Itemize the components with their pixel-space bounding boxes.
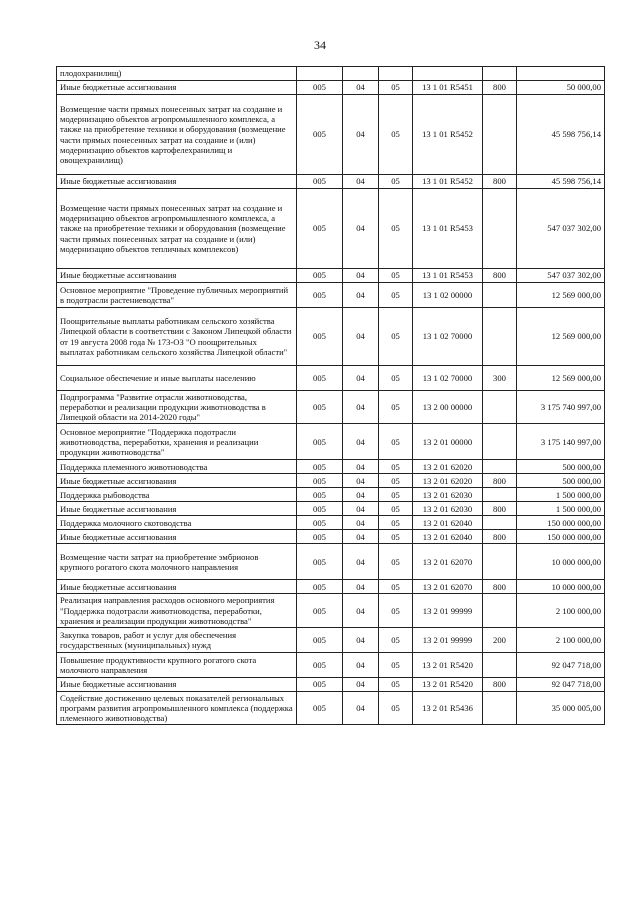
cell-ministry-code: 005 [297, 488, 343, 502]
cell-name: Иные бюджетные ассигнования [57, 474, 297, 488]
table-row [57, 95, 605, 175]
cell-subsection: 05 [379, 95, 413, 175]
cell-ministry-code [297, 67, 343, 81]
cell-target-article: 13 2 01 62030 [413, 488, 483, 502]
cell-amount: 547 037 302,00 [517, 189, 605, 269]
cell-name: Возмещение части затрат на приобретение эмбрионов крупного рогатого скота молочного направления [57, 544, 297, 580]
cell-amount: 1 500 000,00 [517, 502, 605, 516]
cell-amount: 2 100 000,00 [517, 627, 605, 652]
cell-ministry-code: 005 [297, 81, 343, 95]
cell-target-article: 13 2 01 00000 [413, 424, 483, 460]
budget-table [56, 66, 605, 725]
cell-amount: 500 000,00 [517, 460, 605, 474]
cell-expense-type [483, 283, 517, 308]
table-row [57, 544, 605, 580]
cell-expense-type [483, 488, 517, 502]
cell-subsection: 05 [379, 677, 413, 691]
cell-section: 04 [343, 474, 379, 488]
table-row [57, 391, 605, 424]
cell-name: Иные бюджетные ассигнования [57, 502, 297, 516]
cell-target-article: 13 2 01 R5420 [413, 677, 483, 691]
table-row [57, 691, 605, 724]
cell-ministry-code: 005 [297, 516, 343, 530]
cell-expense-type [483, 516, 517, 530]
cell-name: Иные бюджетные ассигнования [57, 269, 297, 283]
cell-section: 04 [343, 189, 379, 269]
cell-target-article: 13 2 01 62040 [413, 516, 483, 530]
cell-amount: 10 000 000,00 [517, 580, 605, 594]
cell-subsection: 05 [379, 424, 413, 460]
cell-section: 04 [343, 95, 379, 175]
cell-expense-type [483, 544, 517, 580]
table-row [57, 189, 605, 269]
table-row [57, 474, 605, 488]
cell-section: 04 [343, 488, 379, 502]
cell-subsection: 05 [379, 175, 413, 189]
cell-amount: 10 000 000,00 [517, 544, 605, 580]
cell-name: плодохранилищ) [57, 67, 297, 81]
table-row [57, 366, 605, 391]
cell-name: Поддержка племенного животноводства [57, 460, 297, 474]
cell-name: Иные бюджетные ассигнования [57, 81, 297, 95]
cell-ministry-code: 005 [297, 391, 343, 424]
cell-subsection: 05 [379, 283, 413, 308]
cell-subsection: 05 [379, 580, 413, 594]
cell-amount: 2 100 000,00 [517, 594, 605, 627]
cell-ministry-code: 005 [297, 95, 343, 175]
cell-name: Реализация направления расходов основного мероприятия "Поддержка подотрасли животноводства, переработки, хранения и реализации продукции животноводства" [57, 594, 297, 627]
table-row [57, 81, 605, 95]
cell-ministry-code: 005 [297, 460, 343, 474]
cell-expense-type [483, 308, 517, 366]
cell-amount: 92 047 718,00 [517, 652, 605, 677]
cell-expense-type [483, 691, 517, 724]
cell-section: 04 [343, 269, 379, 283]
cell-target-article: 13 1 02 70000 [413, 366, 483, 391]
cell-ministry-code: 005 [297, 594, 343, 627]
cell-ministry-code: 005 [297, 691, 343, 724]
cell-name: Содействие достижению целевых показателей региональных программ развития агропромышленного комплекса (поддержка племенного животноводства) [57, 691, 297, 724]
cell-expense-type: 200 [483, 627, 517, 652]
cell-ministry-code: 005 [297, 189, 343, 269]
cell-subsection: 05 [379, 488, 413, 502]
cell-target-article: 13 2 01 62040 [413, 530, 483, 544]
budget-table-body [57, 67, 605, 725]
table-row [57, 530, 605, 544]
cell-subsection: 05 [379, 627, 413, 652]
cell-subsection: 05 [379, 460, 413, 474]
cell-expense-type [483, 189, 517, 269]
cell-target-article: 13 2 01 62070 [413, 580, 483, 594]
cell-expense-type: 800 [483, 474, 517, 488]
cell-target-article: 13 1 01 R5453 [413, 189, 483, 269]
cell-ministry-code: 005 [297, 269, 343, 283]
cell-section: 04 [343, 308, 379, 366]
table-row [57, 460, 605, 474]
cell-subsection [379, 67, 413, 81]
cell-section: 04 [343, 677, 379, 691]
cell-amount: 45 598 756,14 [517, 175, 605, 189]
table-row [57, 283, 605, 308]
cell-section [343, 67, 379, 81]
cell-expense-type [483, 95, 517, 175]
cell-amount: 150 000 000,00 [517, 530, 605, 544]
cell-target-article: 13 2 01 R5436 [413, 691, 483, 724]
cell-expense-type [483, 652, 517, 677]
cell-name: Закупка товаров, работ и услуг для обеспечения государственных (муниципальных) нужд [57, 627, 297, 652]
cell-expense-type: 300 [483, 366, 517, 391]
cell-subsection: 05 [379, 691, 413, 724]
table-row [57, 424, 605, 460]
cell-amount: 3 175 740 997,00 [517, 391, 605, 424]
cell-expense-type [483, 460, 517, 474]
cell-name: Поддержка молочного скотоводства [57, 516, 297, 530]
cell-ministry-code: 005 [297, 502, 343, 516]
table-row [57, 594, 605, 627]
table-row [57, 516, 605, 530]
cell-amount: 35 000 005,00 [517, 691, 605, 724]
cell-target-article: 13 2 01 99999 [413, 594, 483, 627]
cell-ministry-code: 005 [297, 308, 343, 366]
cell-expense-type [483, 424, 517, 460]
cell-target-article: 13 1 01 R5451 [413, 81, 483, 95]
cell-expense-type: 800 [483, 502, 517, 516]
cell-amount: 150 000 000,00 [517, 516, 605, 530]
cell-ministry-code: 005 [297, 283, 343, 308]
cell-amount: 1 500 000,00 [517, 488, 605, 502]
cell-expense-type [483, 67, 517, 81]
cell-expense-type [483, 594, 517, 627]
cell-ministry-code: 005 [297, 544, 343, 580]
cell-subsection: 05 [379, 269, 413, 283]
cell-target-article: 13 2 01 62070 [413, 544, 483, 580]
cell-amount: 12 569 000,00 [517, 308, 605, 366]
cell-section: 04 [343, 594, 379, 627]
cell-target-article: 13 1 01 R5453 [413, 269, 483, 283]
cell-amount: 547 037 302,00 [517, 269, 605, 283]
cell-subsection: 05 [379, 308, 413, 366]
cell-ministry-code: 005 [297, 580, 343, 594]
cell-name: Иные бюджетные ассигнования [57, 580, 297, 594]
cell-subsection: 05 [379, 474, 413, 488]
cell-expense-type: 800 [483, 677, 517, 691]
cell-amount: 3 175 140 997,00 [517, 424, 605, 460]
cell-name: Иные бюджетные ассигнования [57, 530, 297, 544]
cell-subsection: 05 [379, 516, 413, 530]
cell-expense-type: 800 [483, 175, 517, 189]
cell-subsection: 05 [379, 652, 413, 677]
table-row [57, 269, 605, 283]
cell-target-article: 13 1 01 R5452 [413, 95, 483, 175]
cell-section: 04 [343, 627, 379, 652]
cell-name: Иные бюджетные ассигнования [57, 175, 297, 189]
cell-amount: 50 000,00 [517, 81, 605, 95]
cell-section: 04 [343, 544, 379, 580]
cell-name: Социальное обеспечение и иные выплаты населению [57, 366, 297, 391]
cell-name: Иные бюджетные ассигнования [57, 677, 297, 691]
cell-amount [517, 67, 605, 81]
cell-target-article: 13 2 01 62020 [413, 460, 483, 474]
cell-subsection: 05 [379, 366, 413, 391]
cell-section: 04 [343, 391, 379, 424]
cell-subsection: 05 [379, 391, 413, 424]
cell-section: 04 [343, 81, 379, 95]
table-row [57, 580, 605, 594]
cell-name: Повышение продуктивности крупного рогатого скота молочного направления [57, 652, 297, 677]
cell-subsection: 05 [379, 81, 413, 95]
table-row [57, 308, 605, 366]
cell-expense-type: 800 [483, 530, 517, 544]
cell-name: Возмещение части прямых понесенных затрат на создание и модернизацию объектов агропромышленного комплекса, а также на приобретение техники и оборудования (возмещение части прямых понесенных затрат на создание и (или) модернизацию объектов тепличных комплексов) [57, 189, 297, 269]
table-row [57, 175, 605, 189]
table-row [57, 652, 605, 677]
cell-amount: 500 000,00 [517, 474, 605, 488]
cell-subsection: 05 [379, 594, 413, 627]
table-row [57, 677, 605, 691]
cell-name: Поддержка рыбоводства [57, 488, 297, 502]
cell-section: 04 [343, 460, 379, 474]
cell-target-article: 13 1 02 70000 [413, 308, 483, 366]
cell-section: 04 [343, 652, 379, 677]
cell-ministry-code: 005 [297, 175, 343, 189]
cell-target-article: 13 2 01 99999 [413, 627, 483, 652]
page-number: 34 [314, 38, 326, 52]
cell-section: 04 [343, 580, 379, 594]
table-row [57, 488, 605, 502]
cell-target-article: 13 2 01 R5420 [413, 652, 483, 677]
cell-expense-type: 800 [483, 269, 517, 283]
cell-ministry-code: 005 [297, 474, 343, 488]
table-row [57, 67, 605, 81]
cell-section: 04 [343, 502, 379, 516]
cell-subsection: 05 [379, 189, 413, 269]
cell-amount: 92 047 718,00 [517, 677, 605, 691]
cell-name: Основное мероприятие "Проведение публичных мероприятий в подотрасли растениеводства" [57, 283, 297, 308]
cell-section: 04 [343, 424, 379, 460]
cell-target-article: 13 2 00 00000 [413, 391, 483, 424]
cell-name: Возмещение части прямых понесенных затрат на создание и модернизацию объектов агропромышленного комплекса, а также на приобретение техники и оборудования (возмещение части прямых понесенных затрат на создание и (или) модернизацию объектов картофелехранилищ и овощехранилищ) [57, 95, 297, 175]
cell-expense-type: 800 [483, 81, 517, 95]
cell-amount: 12 569 000,00 [517, 366, 605, 391]
cell-name: Поощрительные выплаты работникам сельского хозяйства Липецкой области в соответствии с Законом Липецкой области от 19 августа 2008 года № 173-ОЗ "О поощрительных выплатах работникам сельского хозяйства Липецкой области" [57, 308, 297, 366]
cell-subsection: 05 [379, 530, 413, 544]
cell-ministry-code: 005 [297, 652, 343, 677]
cell-section: 04 [343, 175, 379, 189]
cell-section: 04 [343, 516, 379, 530]
table-row [57, 627, 605, 652]
cell-target-article: 13 2 01 62030 [413, 502, 483, 516]
cell-target-article: 13 1 02 00000 [413, 283, 483, 308]
cell-name: Подпрограмма "Развитие отрасли животноводства, переработки и реализации продукции животноводства в Липецкой области на 2014-2020 годы" [57, 391, 297, 424]
cell-expense-type [483, 391, 517, 424]
cell-ministry-code: 005 [297, 366, 343, 391]
cell-section: 04 [343, 691, 379, 724]
cell-name: Основное мероприятие "Поддержка подотрасли животноводства, переработки, хранения и реализации продукции животноводства" [57, 424, 297, 460]
cell-section: 04 [343, 283, 379, 308]
cell-target-article [413, 67, 483, 81]
cell-amount: 45 598 756,14 [517, 95, 605, 175]
cell-target-article: 13 2 01 62020 [413, 474, 483, 488]
cell-section: 04 [343, 366, 379, 391]
cell-target-article: 13 1 01 R5452 [413, 175, 483, 189]
cell-ministry-code: 005 [297, 530, 343, 544]
table-row [57, 502, 605, 516]
cell-subsection: 05 [379, 544, 413, 580]
cell-ministry-code: 005 [297, 627, 343, 652]
cell-ministry-code: 005 [297, 424, 343, 460]
cell-ministry-code: 005 [297, 677, 343, 691]
cell-amount: 12 569 000,00 [517, 283, 605, 308]
cell-expense-type: 800 [483, 580, 517, 594]
cell-subsection: 05 [379, 502, 413, 516]
cell-section: 04 [343, 530, 379, 544]
